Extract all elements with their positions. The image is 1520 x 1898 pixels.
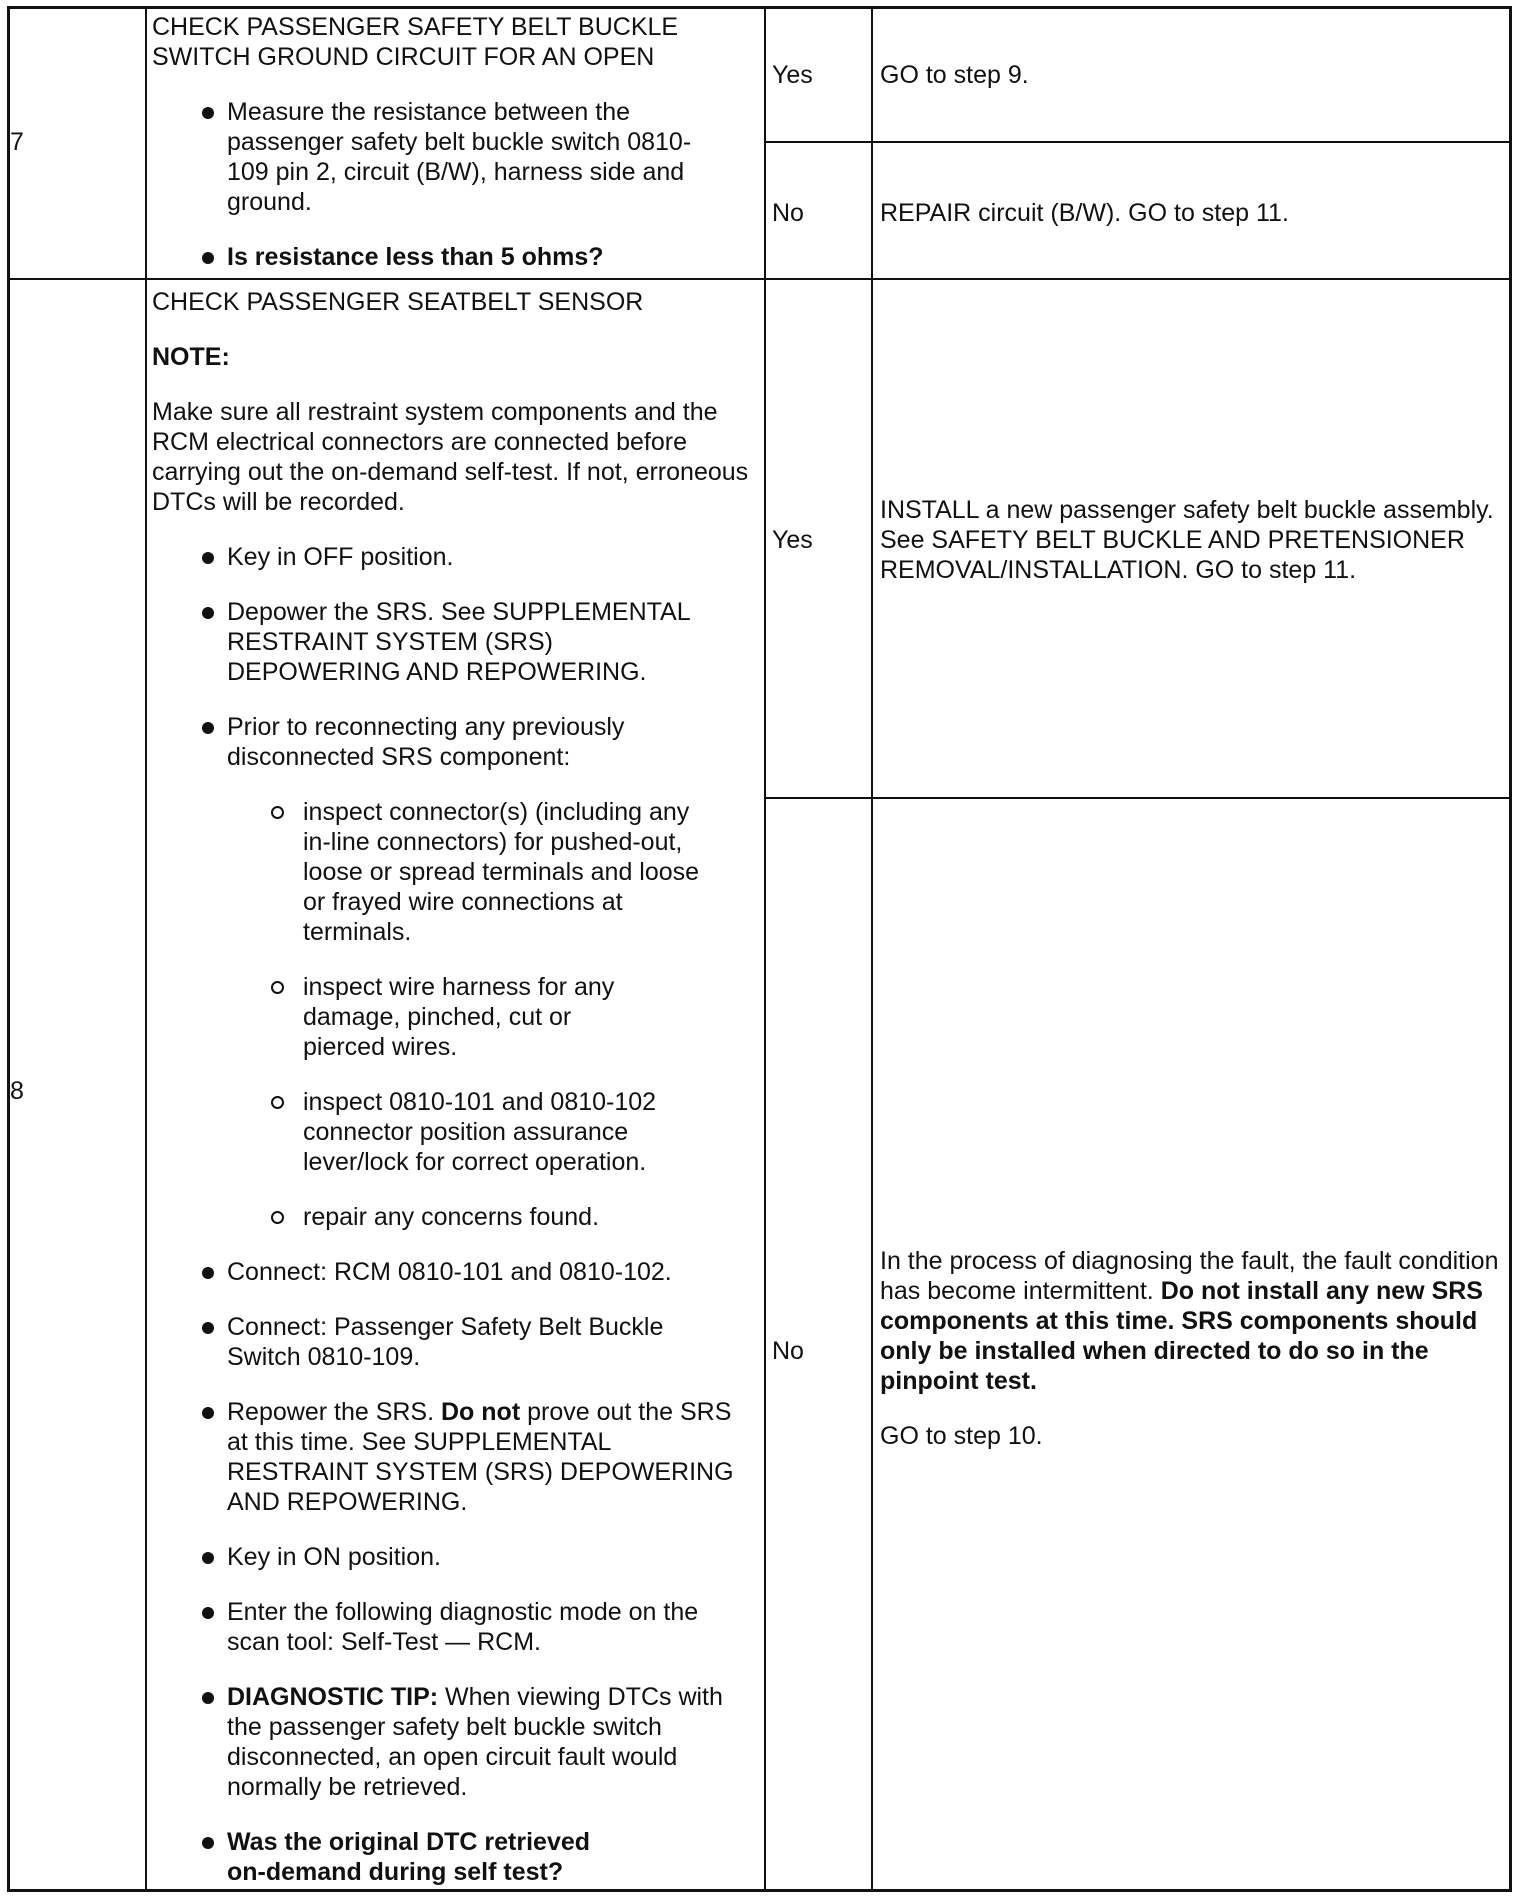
bullet-item-tip xyxy=(152,1682,757,1802)
repower-text: Repower the SRS. xyxy=(227,1398,441,1426)
sub-bullet-item: inspect wire harness for any damage, pinched, cut or pierced wires. xyxy=(152,972,757,1062)
action-text: GO to step 9. xyxy=(880,61,1029,89)
bullet-item: Depower the SRS. See SUPPLEMENTAL RESTRAINT SYSTEM (SRS) DEPOWERING AND REPOWERING. xyxy=(152,597,757,687)
sub-bullet-item: inspect connector(s) (including any in-line connectors) for pushed-out, loose or spread terminals and loose or frayed wire connections at terminals. xyxy=(152,797,757,947)
repower-text: prove out the SRS at this time. See SUPPLEMENTAL RESTRAINT SYSTEM (SRS) DEPOWERING AND REPOWERING. xyxy=(227,1398,734,1516)
row-divider-step8-outcomes xyxy=(765,797,1512,799)
answer-yes: Yes xyxy=(772,61,813,89)
procedure-sub-bullets xyxy=(152,797,757,1232)
note-text: Make sure all restraint system components and the RCM electrical connectors are connected before carrying out the on-demand self-test. If not, erroneous DTCs will be recorded. xyxy=(152,398,749,516)
procedure-bullets xyxy=(152,97,757,272)
answer-yes: Yes xyxy=(772,526,813,554)
sub-bullet-item: inspect 0810-101 and 0810-102 connector position assurance lever/lock for correct operation. xyxy=(152,1087,757,1177)
action-text: REPAIR circuit (B/W). GO to step 11. xyxy=(880,199,1289,227)
question-text: Is resistance less than 5 ohms? xyxy=(227,243,604,271)
bullet-item: Prior to reconnecting any previously disconnected SRS component: xyxy=(152,712,757,772)
answer-no: No xyxy=(772,199,804,227)
action-block xyxy=(880,1246,1505,1451)
repower-emphasis: Do not xyxy=(441,1398,521,1426)
bullet-item-repower xyxy=(152,1397,757,1517)
column-divider-number xyxy=(145,6,147,1892)
column-divider-answer xyxy=(871,6,873,1892)
note-label xyxy=(152,342,757,372)
action-text: INSTALL a new passenger safety belt buckle assembly. See SAFETY BELT BUCKLE AND PRETENSIONER REMOVAL/INSTALLATION. GO to step 11. xyxy=(880,496,1494,584)
action-goto: GO to step 10. xyxy=(880,1422,1043,1450)
procedure-bullets xyxy=(152,1257,757,1887)
tip-text: When viewing DTCs with the passenger safety belt buckle switch disconnected, an open circuit fault would normally be retrieved. xyxy=(227,1683,723,1801)
bullet-item: Enter the following diagnostic mode on the scan tool: Self-Test — RCM. xyxy=(152,1597,757,1657)
action-warning: Do not install any new SRS components at this time. SRS components should only be installed when directed to do so in the pinpoint test. xyxy=(880,1277,1483,1395)
question-text: Was the original DTC retrieved on-demand during self test? xyxy=(227,1828,591,1886)
bullet-item-question xyxy=(152,1827,757,1887)
row-divider-step7-step8 xyxy=(7,278,1512,280)
bullet-item: Connect: RCM 0810-101 and 0810-102. xyxy=(152,1257,757,1287)
step-number: 7 xyxy=(10,128,24,156)
action-paragraph xyxy=(880,1246,1505,1396)
action-text: In the process of diagnosing the fault, the fault condition has become intermittent. xyxy=(880,1247,1499,1305)
column-divider-procedure xyxy=(764,6,766,1892)
bullet-item: Measure the resistance between the passenger safety belt buckle switch 0810-109 pin 2, circuit (B/W), harness side and ground. xyxy=(152,97,757,217)
bullet-item-question xyxy=(152,242,757,272)
procedure-bullets xyxy=(152,542,757,772)
step-procedure xyxy=(152,12,757,272)
note-label-text: NOTE: xyxy=(152,343,230,371)
bullet-item: Key in ON position. xyxy=(152,1542,757,1572)
row-divider-step7-outcomes xyxy=(765,141,1512,143)
step-number: 8 xyxy=(10,1077,24,1105)
tip-label: DIAGNOSTIC TIP: xyxy=(227,1683,439,1711)
sub-bullet-item: repair any concerns found. xyxy=(152,1202,757,1232)
step-title: CHECK PASSENGER SAFETY BELT BUCKLE SWITCH GROUND CIRCUIT FOR AN OPEN xyxy=(152,13,679,71)
bullet-item: Connect: Passenger Safety Belt Buckle Switch 0810-109. xyxy=(152,1312,757,1372)
bullet-item: Key in OFF position. xyxy=(152,542,757,572)
step-title: CHECK PASSENGER SEATBELT SENSOR xyxy=(152,288,644,316)
step-procedure xyxy=(152,287,757,1887)
answer-no: No xyxy=(772,1337,804,1365)
